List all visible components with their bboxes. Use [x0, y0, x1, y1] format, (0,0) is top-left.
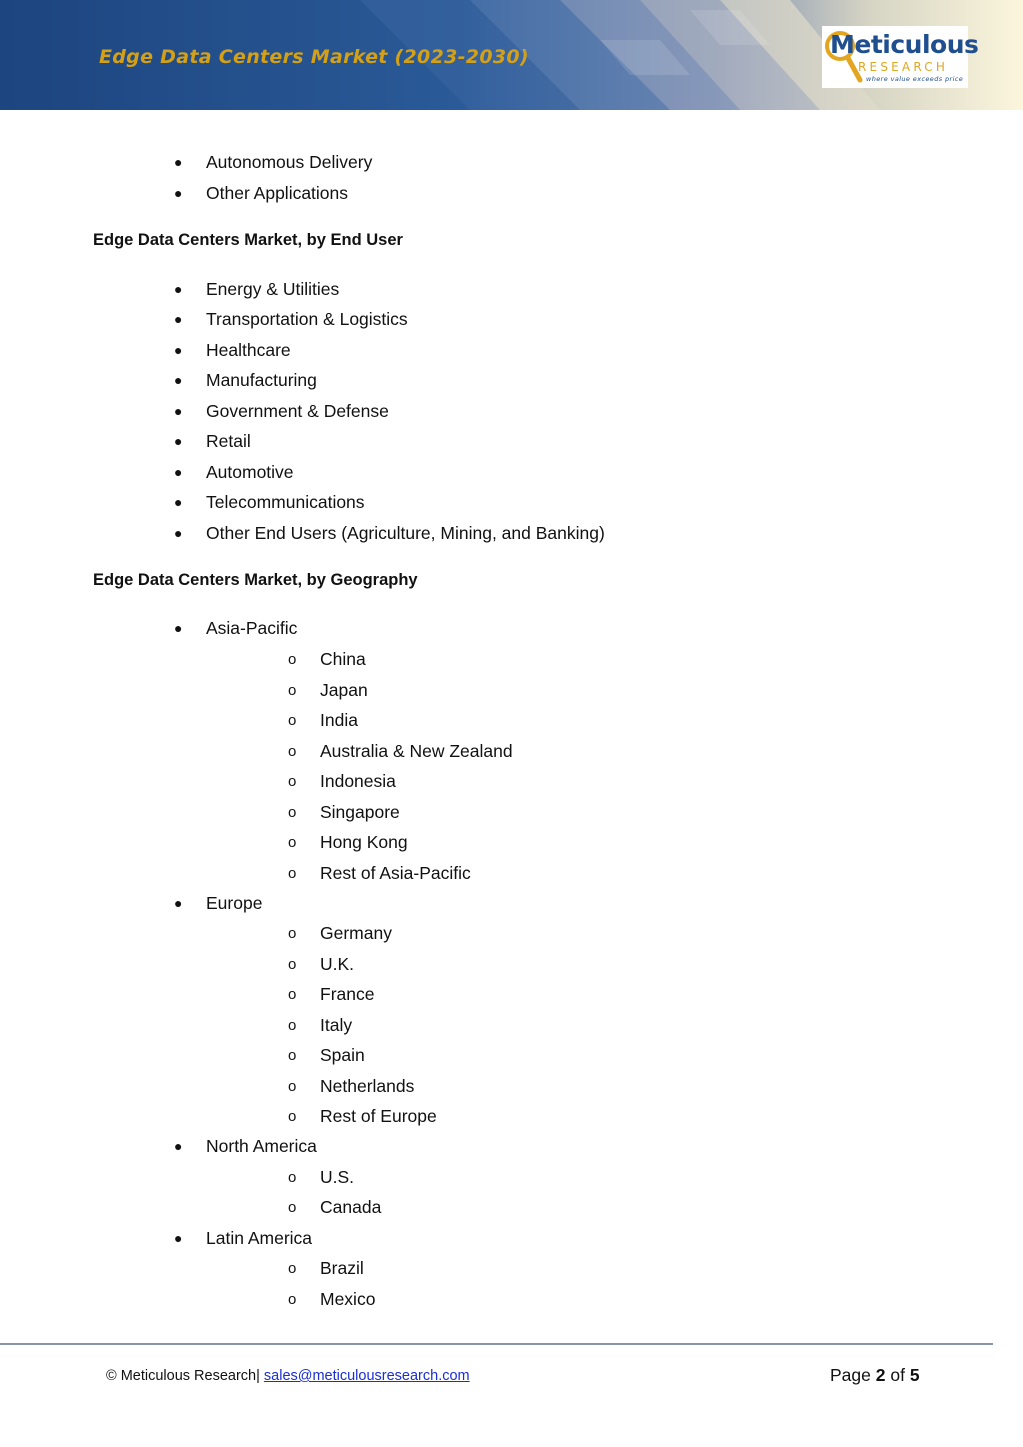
country-item: Mexico	[320, 1289, 376, 1309]
sub-bullet-circle: o	[288, 1199, 297, 1216]
logo-sub: RESEARCH	[858, 60, 949, 74]
section-heading-geography: Edge Data Centers Market, by Geography	[93, 571, 418, 589]
sub-bullet-circle: o	[288, 834, 297, 851]
country-item: U.K.	[320, 954, 355, 974]
list-item: Other Applications	[206, 183, 349, 203]
list-item: Healthcare	[206, 340, 291, 360]
country-item: Hong Kong	[320, 832, 408, 852]
region-item: North America	[206, 1136, 317, 1156]
country-item: China	[320, 649, 366, 669]
bullet-dot: ●	[174, 281, 183, 297]
bullet-dot: ●	[174, 372, 183, 388]
bullet-dot: ●	[174, 1138, 183, 1154]
page-total: 5	[909, 1365, 920, 1385]
bullet-dot: ●	[174, 185, 183, 201]
report-title: Edge Data Centers Market (2023-2030)	[99, 46, 529, 68]
page-current: 2	[875, 1365, 886, 1385]
bullet-dot: ●	[174, 154, 183, 170]
bullet-dot: ●	[174, 525, 183, 541]
country-item: Brazil	[320, 1258, 364, 1278]
logo-tagline: where value exceeds price	[866, 75, 964, 83]
sub-bullet-circle: o	[288, 743, 297, 760]
region-item: Asia-Pacific	[206, 618, 298, 638]
footer-copyright	[106, 1366, 470, 1386]
country-item: Canada	[320, 1197, 382, 1217]
sub-bullet-circle: o	[288, 712, 297, 729]
bullet-dot: ●	[174, 620, 183, 636]
company-logo	[824, 28, 979, 86]
list-item: Manufacturing	[206, 370, 317, 390]
list-item: Other End Users (Agriculture, Mining, and Banking)	[206, 523, 605, 543]
region-item: Europe	[206, 893, 263, 913]
bullet-dot: ●	[174, 433, 183, 449]
logo-name: Meticulous	[830, 30, 979, 59]
sub-bullet-circle: o	[288, 1047, 297, 1064]
list-item: Telecommunications	[206, 492, 365, 512]
list-item: Autonomous Delivery	[206, 152, 373, 172]
country-item: Australia & New Zealand	[320, 741, 513, 761]
country-item: India	[320, 710, 358, 730]
country-item: Italy	[320, 1015, 353, 1035]
page-of: of	[890, 1365, 905, 1385]
bullet-dot: ●	[174, 494, 183, 510]
sub-bullet-circle: o	[288, 682, 297, 699]
section-heading-end-user: Edge Data Centers Market, by End User	[93, 231, 403, 249]
list-item: Energy & Utilities	[206, 279, 340, 299]
sub-bullet-circle: o	[288, 773, 297, 790]
country-item: Spain	[320, 1045, 365, 1065]
sub-bullet-circle: o	[288, 1291, 297, 1308]
email-link[interactable]: sales@meticulousresearch.com	[263, 1368, 470, 1384]
page-number	[830, 1364, 920, 1386]
country-item: U.S.	[320, 1167, 355, 1187]
sub-bullet-circle: o	[288, 651, 297, 668]
bullet-dot: ●	[174, 464, 183, 480]
bullet-dot: ●	[174, 895, 183, 911]
sub-bullet-circle: o	[288, 865, 297, 882]
country-item: Rest of Asia-Pacific	[320, 863, 471, 883]
country-item: Indonesia	[320, 771, 396, 791]
bullet-dot: ●	[174, 1230, 183, 1246]
country-item: Netherlands	[320, 1076, 415, 1096]
sub-bullet-circle: o	[288, 1260, 297, 1277]
list-item: Government & Defense	[206, 401, 389, 421]
list-item: Transportation & Logistics	[206, 309, 408, 329]
sub-bullet-circle: o	[288, 986, 297, 1003]
list-item: Automotive	[206, 462, 294, 482]
country-item: Germany	[320, 923, 392, 943]
region-item: Latin America	[206, 1228, 313, 1248]
country-item: Japan	[320, 680, 368, 700]
page-word: Page	[830, 1365, 871, 1385]
bullet-dot: ●	[174, 403, 183, 419]
sub-bullet-circle: o	[288, 1169, 297, 1186]
country-item: Singapore	[320, 802, 400, 822]
bullet-dot: ●	[174, 342, 183, 358]
sub-bullet-circle: o	[288, 1017, 297, 1034]
sub-bullet-circle: o	[288, 956, 297, 973]
country-item: Rest of Europe	[320, 1106, 437, 1126]
footer-divider	[0, 1343, 993, 1345]
list-item: Retail	[206, 431, 251, 451]
sub-bullet-circle: o	[288, 925, 297, 942]
sub-bullet-circle: o	[288, 1078, 297, 1095]
header-banner	[0, 0, 1023, 110]
country-item: France	[320, 984, 375, 1004]
copyright-text: © Meticulous Research|	[106, 1368, 260, 1384]
bullet-dot: ●	[174, 311, 183, 327]
sub-bullet-circle: o	[288, 1108, 297, 1125]
sub-bullet-circle: o	[288, 804, 297, 821]
